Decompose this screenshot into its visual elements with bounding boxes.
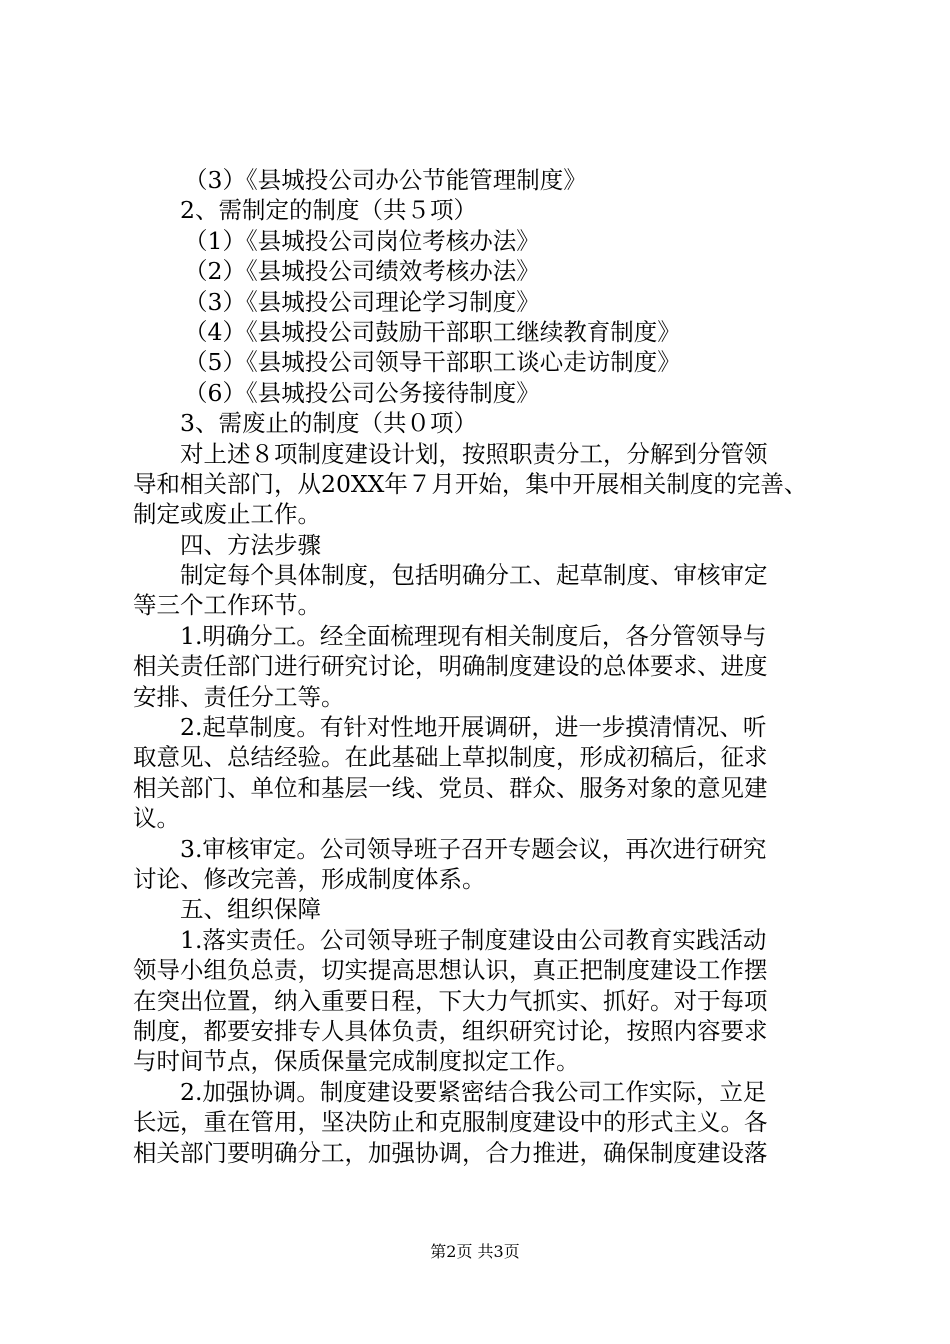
text-line: 1.明确分工。经全面梳理现有相关制度后，各分管领导与 [180, 621, 767, 650]
text-line: （6）《县城投公司公务接待制度》 [184, 378, 540, 407]
text-line: （4）《县城投公司鼓励干部职工继续教育制度》 [184, 317, 681, 346]
text-line: 领导小组负总责，切实提高思想认识，真正把制度建设工作摆 [133, 956, 768, 985]
text-line: （3）《县城投公司办公节能管理制度》 [184, 166, 587, 194]
text-line: （2）《县城投公司绩效考核办法》 [184, 257, 540, 286]
text-line: 2.起草制度。有针对性地开展调研，进一步摸清情况、听 [180, 713, 767, 742]
text-line: 等三个工作环节。 [133, 591, 321, 620]
text-line: 3.审核审定。公司领导班子召开专题会议，再次进行研究 [180, 834, 767, 863]
text-line: 导和相关部门，从20XX年７月开始，集中开展相关制度的完善、 [133, 469, 808, 498]
text-line: （3）《县城投公司理论学习制度》 [184, 287, 540, 316]
text-line: 相关部门、单位和基层一线、党员、群众、服务对象的意见建 [133, 773, 768, 802]
text-line: 安排、责任分工等。 [133, 682, 345, 711]
text-line: 制度，都要安排专人具体负责，组织研究讨论，按照内容要求 [133, 1016, 768, 1045]
text-line: （1）《县城投公司岗位考核办法》 [184, 226, 540, 255]
text-line: 在突出位置，纳入重要日程，下大力气抓实、抓好。对于每项 [133, 986, 768, 1015]
text-line: 长远，重在管用，坚决防止和克服制度建设中的形式主义。各 [133, 1108, 768, 1137]
text-line: 对上述８项制度建设计划，按照职责分工，分解到分管领 [180, 439, 768, 468]
text-line: 3、需废止的制度（共０项） [180, 409, 477, 438]
text-line: 四、方法步骤 [180, 530, 321, 559]
text-line: 相关责任部门进行研究讨论，明确制度建设的总体要求、进度 [133, 652, 768, 681]
text-line: 2、需制定的制度（共５项） [180, 196, 477, 225]
text-line: 与时间节点，保质保量完成制度拟定工作。 [133, 1047, 580, 1076]
text-line: 制定每个具体制度，包括明确分工、起草制度、审核审定 [180, 561, 768, 590]
text-line: 1.落实责任。公司领导班子制度建设由公司教育实践活动 [180, 925, 767, 954]
text-line: 议。 [133, 804, 180, 833]
text-line: 讨论、修改完善，形成制度体系。 [133, 864, 486, 893]
text-line: 2.加强协调。制度建设要紧密结合我公司工作实际，立足 [180, 1077, 767, 1106]
text-line: （5）《县城投公司领导干部职工谈心走访制度》 [184, 348, 681, 377]
text-line: 制定或废止工作。 [133, 500, 321, 529]
document-body [133, 165, 833, 1168]
text-line: 取意见、总结经验。在此基础上草拟制度，形成初稿后，征求 [133, 743, 768, 772]
text-line: 五、组织保障 [180, 895, 321, 924]
text-line: 相关部门要明确分工，加强协调，合力推进，确保制度建设落 [133, 1138, 768, 1167]
page-footer: 第2页 共3页 [430, 1242, 520, 1261]
